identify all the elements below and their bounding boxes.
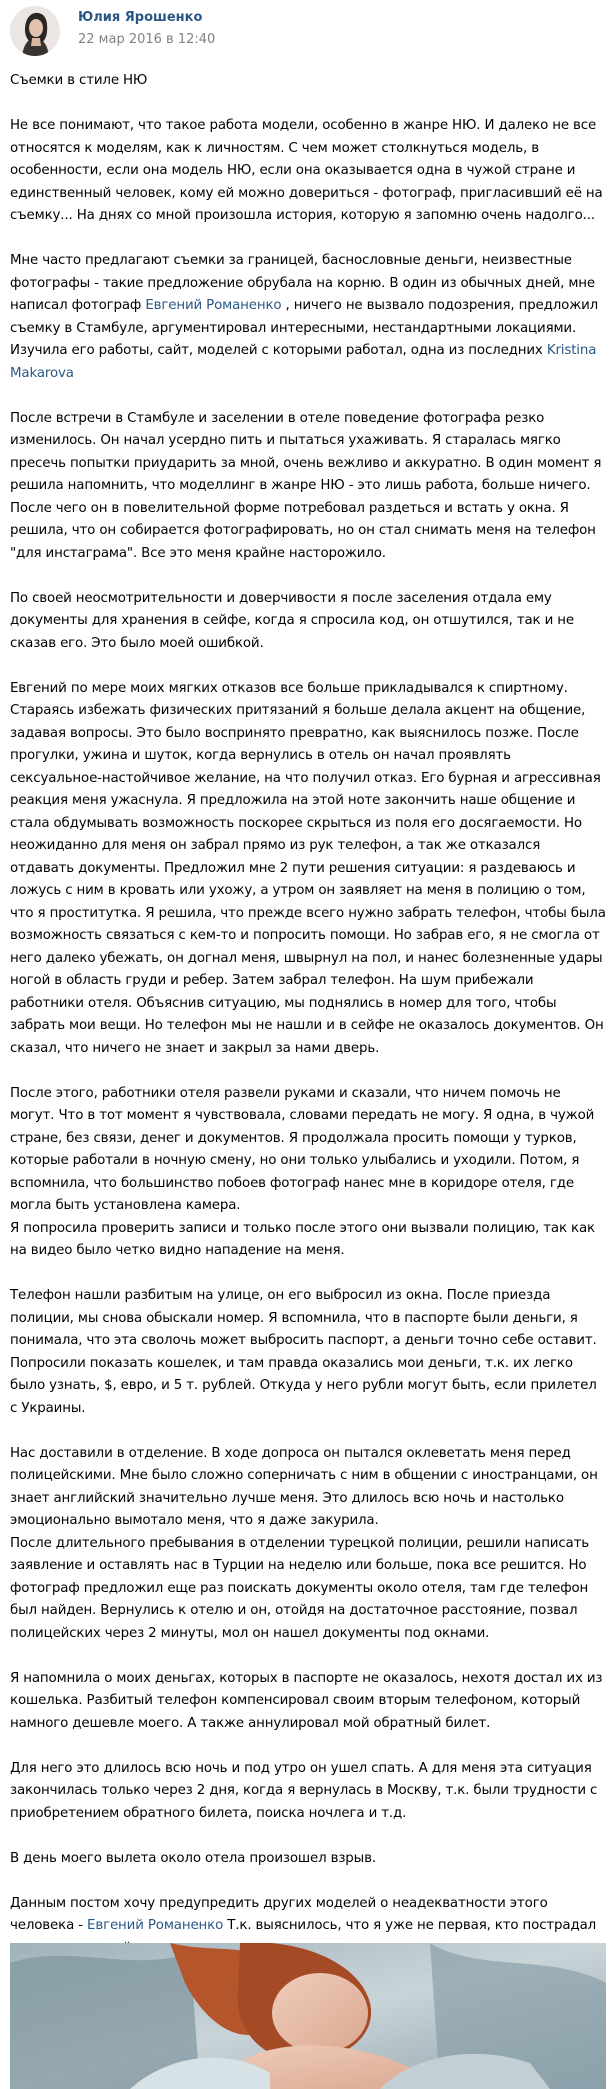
paragraph-2-text-a: Мне часто предлагают съемки за границей, баснословные деньги, неизвестные фотографы - такие предложение обрубала на корню. В один из обычных дней, мне написал фотограф: [10, 253, 595, 313]
paragraph-10: Для него это длилось всю ночь и под утро он ушел спать. А для меня эта ситуация закончилась только через 2 дня, когда я вернулась в Москву, т.к. были трудности с приобретением обратного билета, поиска ночлега и т.д.: [10, 1760, 598, 1821]
avatar-photo: [10, 6, 60, 56]
paragraph-12-text-b: Т.к. выяснилось, что я уже не первая, кто пострадал: [227, 1918, 597, 1933]
paragraph-2: [10, 250, 606, 385]
paragraph-6: После этого, работники отеля развели руками и сказали, что ничем помочь не могут. Что в тот момент я чувствовала, словами передать не могу. Я одна, в чужой стране, без связи, денег и документов. Я продолжала просить помощи у турков, которые работали в ночную смену, но они только улыбались и уходили. Потом, я вспомнила, что большинство побоев фотограф нанес мне в коридоре отеля, где могла быть установлена камера.: [10, 1085, 595, 1213]
paragraph-1: Не все понимают, что такое работа модели, особенно в жанре НЮ. И далеко не все относятся к моделям, как к личностям. С чем может столкнуться модель, в особенности, если она модель НЮ, если она оказывается одна в чужой стране и единственный человек, кому ей можно довериться - фотограф, пригласивший её на съемку... На днях со мной произошла история, которую я запомню очень надолго...: [10, 118, 603, 223]
mention-link-photographer-2[interactable]: Евгений Романенко: [87, 1918, 224, 1933]
paragraph-8: Нас доставили в отделение. В ходе допроса он пытался оклеветать меня перед полицейскими. Мне было сложно соперничать с ним в общении с иностранцами, он знает английский значительно лучше меня. Это длилось всю ночь и настолько эмоционально вымотало меня, что я даже закурила.: [10, 1445, 598, 1528]
mention-link-model[interactable]: Kristina Makarova: [10, 343, 597, 381]
post-date[interactable]: 22 мар 2016 в 12:40: [78, 32, 216, 47]
mention-link-photographer[interactable]: Евгений Романенко: [145, 298, 282, 313]
paragraph-3: После встречи в Стамбуле и заселении в отеле поведение фотографа резко изменилось. Он начал усердно пить и пытаться ухаживать. Я старалась мягко пресечь попытки приударить за мной, очень вежливо и аккуратно. В один момент я решила напомнить, что моделлинг в жанре НЮ - это лишь работа, больше ничего. После чего он в повелительной форме потребовал раздеться и встать у окна. Я решила, что он собирается фотографировать, но он стал снимать меня на телефон "для инстаграма". Все это меня крайне насторожило.: [10, 410, 602, 561]
post-text: [10, 70, 606, 1960]
paragraph-9: Я напомнила о моих деньгах, которых в паспорте не оказалось, нехотя достал их из кошелька. Разбитый телефон компенсировал своим вторым телефоном, который намного дешевле моего. А также аннулировал мой обратный билет.: [10, 1670, 603, 1731]
photo-image: [10, 1943, 606, 2089]
paragraph-6b: Я попросила проверить записи и только после этого они вызвали полицию, так как на видео было четко видно нападение на меня.: [10, 1220, 595, 1258]
post-title: Съемки в стиле НЮ: [10, 73, 148, 88]
paragraph-4: По своей неосмотрительности и доверчивости я после заселения отдала ему документы для хранения в сейфе, когда я спросила код, он отшутился, так и не сказав его. Это было моей ошибкой.: [10, 590, 574, 651]
post-photo[interactable]: [10, 1943, 606, 2089]
paragraph-7: Телефон нашли разбитым на улице, он его выбросил из окна. После приезда полиции, мы снова обыскали номер. Я вспомнила, что в паспорте были деньги, я понимала, что эта сволочь может выбросить паспорт, а деньги точно себе оставит. Попросили показать кошелек, и там правда оказались мои деньги, т.к. их легко было узнать, $, евро, и 5 т. рублей. Откуда у него рубли могут быть, если прилетел с Украины.: [10, 1288, 597, 1416]
paragraph-11: В день моего вылета около отела произошел взрыв.: [10, 1850, 376, 1866]
author-avatar[interactable]: [10, 6, 60, 56]
paragraph-8b: После длительного пребывания в отделении турецкой полиции, решили написать заявление и оставлять нас в Турции на неделю или больше, пока все решится. Но фотограф предложил еще раз поискать документы около отеля, там где телефон был найден. Вернулись к отелю и он, отойдя на достаточное расстояние, позвал полицейских через 2 минуты, мол он нашел документы под окнами.: [10, 1535, 590, 1641]
paragraph-2-text-b: , ничего не вызвало подозрения, предложил съемку в Стамбуле, аргументировал интересными, нестандартными локациями. Изучила его работы, сайт, моделей с которыми работал, одна из последних: [10, 298, 599, 358]
author-name[interactable]: Юлия Ярошенко: [78, 10, 203, 25]
paragraph-12-text-a: Данным постом хочу предупредить других моделей о неадекватности этого человека -: [10, 1895, 548, 1933]
paragraph-5: Евгений по мере моих мягких отказов все больше прикладывался к спиртному. Стараясь избежать физических притязаний я больше делала акцент на общение, задавая вопросы. Это было воспринято превратно, как выяснилось позже. После прогулки, ужина и шуток, когда вернулись в отель он начал проявлять сексуальное-настойчивое желание, на что получил отказ. Его бурная и агрессивная реакция меня ужаснула. Я предложила на этой ноте закончить наше общение и стала обдумывать возможность поскорее скрыться из поля его досягаемости. Но неожиданно для меня он забрал прямо из рук телефон, а так же отказался отдавать документы. Предложил мне 2 пути решения ситуации: я раздеваюсь и ложусь с ним в кровать или ухожу, а утром он заявляет на меня в полицию о том, что я проститутка. Я решила, что прежде всего нужно забрать телефон, чтобы была возможность связаться с кем-то и попросить помощи. Но забрав его, я не смогла от него далеко убежать, он догнал меня, швырнул на пол, и нанес болезненные удары ногой в область груди и ребер. Затем забрал телефон. На шум прибежали работники отеля. Объяснив ситуацию, мы поднялись в номер для того, чтобы забрать мои вещи. Но телефон мы не нашли и в сейфе не оказалось документов. Он сказал, что ничего не знает и закрыл за нами дверь.: [10, 680, 606, 1056]
